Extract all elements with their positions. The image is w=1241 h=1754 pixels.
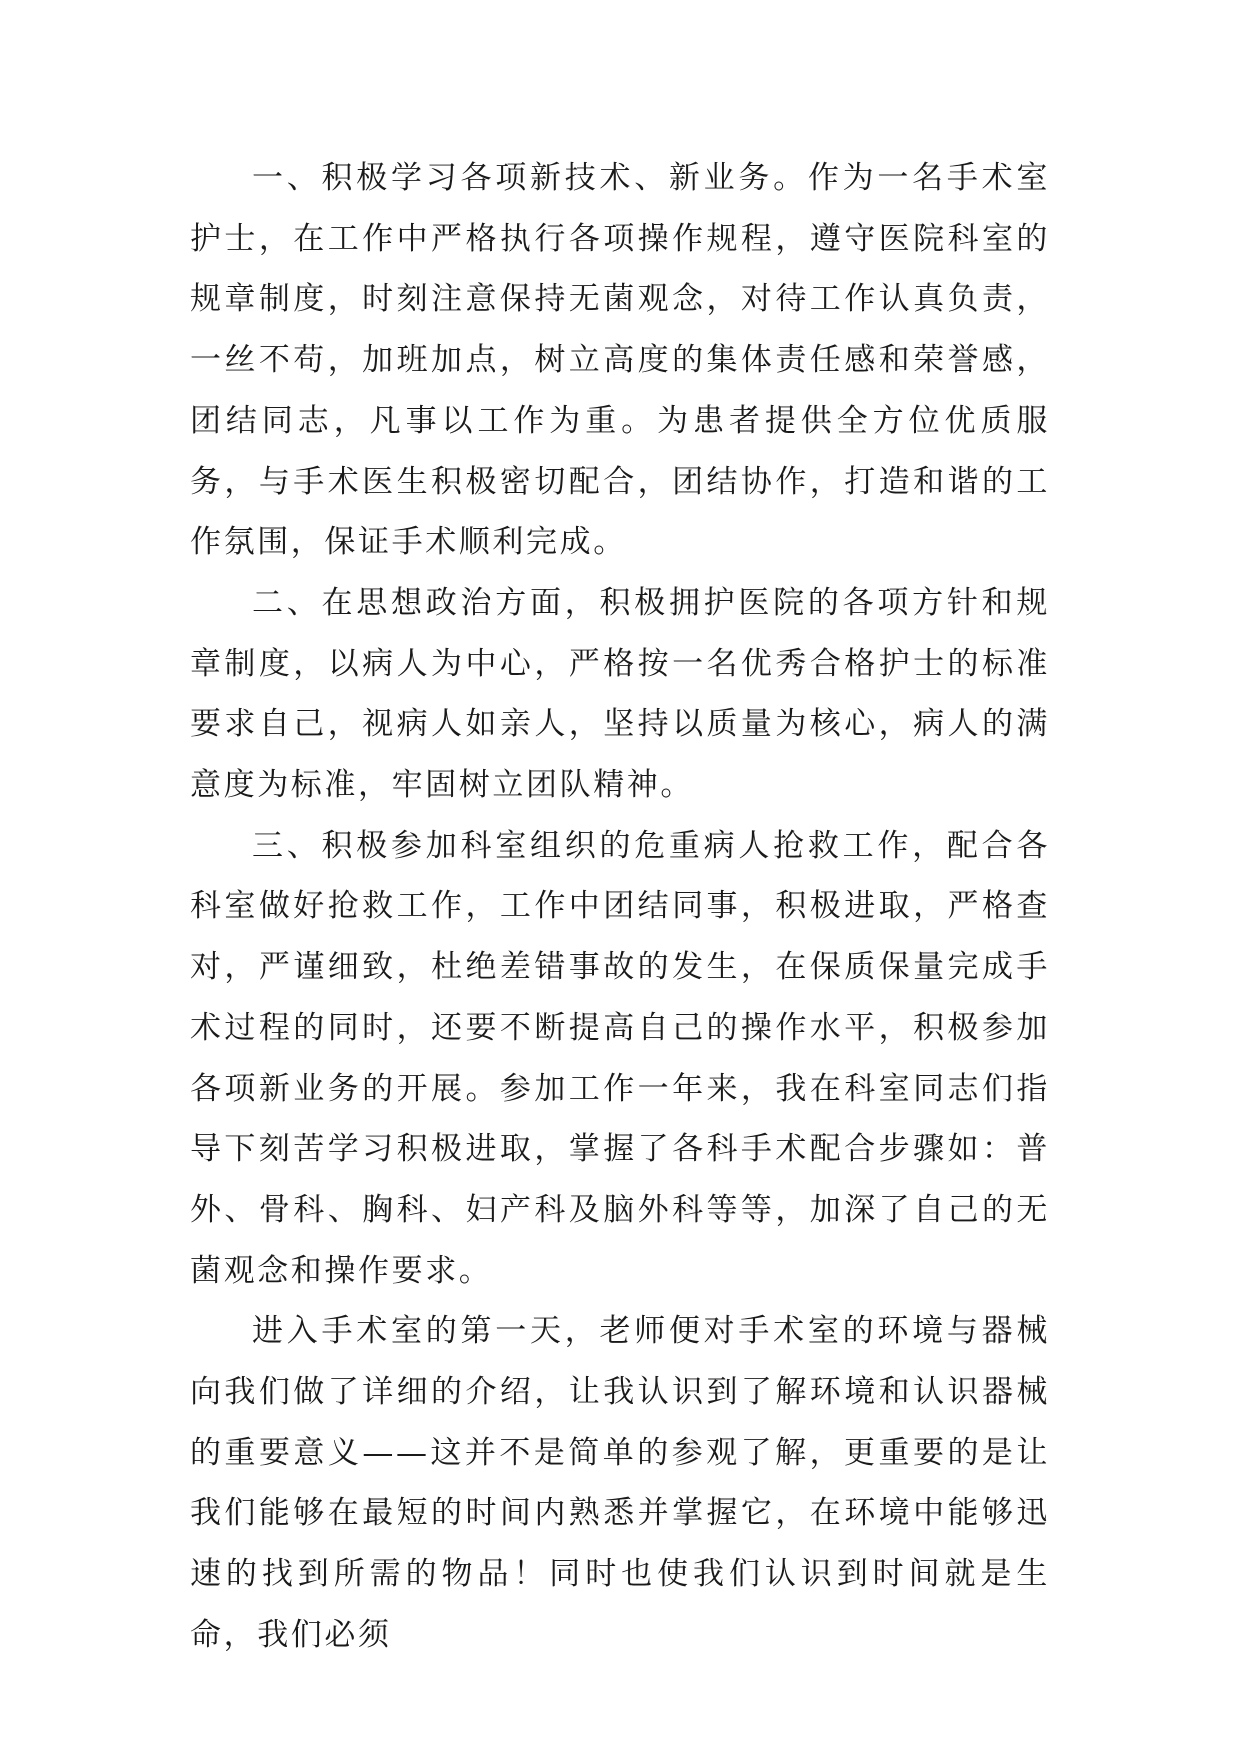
paragraph-2: 二、在思想政治方面，积极拥护医院的各项方针和规章制度，以病人为中心，严格按一名优秀合格护士的标准要求自己，视病人如亲人，坚持以质量为核心，病人的满意度为标准，牢固树立团队精神。	[190, 584, 1050, 804]
document-body	[190, 148, 1050, 1666]
paragraph-1: 一、积极学习各项新技术、新业务。作为一名手术室护士，在工作中严格执行各项操作规程，遵守医院科室的规章制度，时刻注意保持无菌观念，对待工作认真负责，一丝不苟，加班加点，树立高度的集体责任感和荣誉感，团结同志，凡事以工作为重。为患者提供全方位优质服务，与手术医生积极密切配合，团结协作，打造和谐的工作氛围，保证手术顺利完成。	[190, 160, 1050, 561]
paragraph-3: 三、积极参加科室组织的危重病人抢救工作，配合各科室做好抢救工作，工作中团结同事，积极进取，严格查对，严谨细致，杜绝差错事故的发生，在保质保量完成手术过程的同时，还要不断提高自己的操作水平，积极参加各项新业务的开展。参加工作一年来，我在科室同志们指导下刻苦学习积极进取，掌握了各科手术配合步骤如：普外、骨科、胸科、妇产科及脑外科等等，加深了自己的无菌观念和操作要求。	[190, 827, 1050, 1289]
paragraph-4: 进入手术室的第一天，老师便对手术室的环境与器械向我们做了详细的介绍，让我认识到了解环境和认识器械的重要意义——这并不是简单的参观了解，更重要的是让我们能够在最短的时间内熟悉并掌握它，在环境中能够迅速的找到所需的物品！同时也使我们认识到时间就是生命，我们必须	[190, 1313, 1050, 1653]
